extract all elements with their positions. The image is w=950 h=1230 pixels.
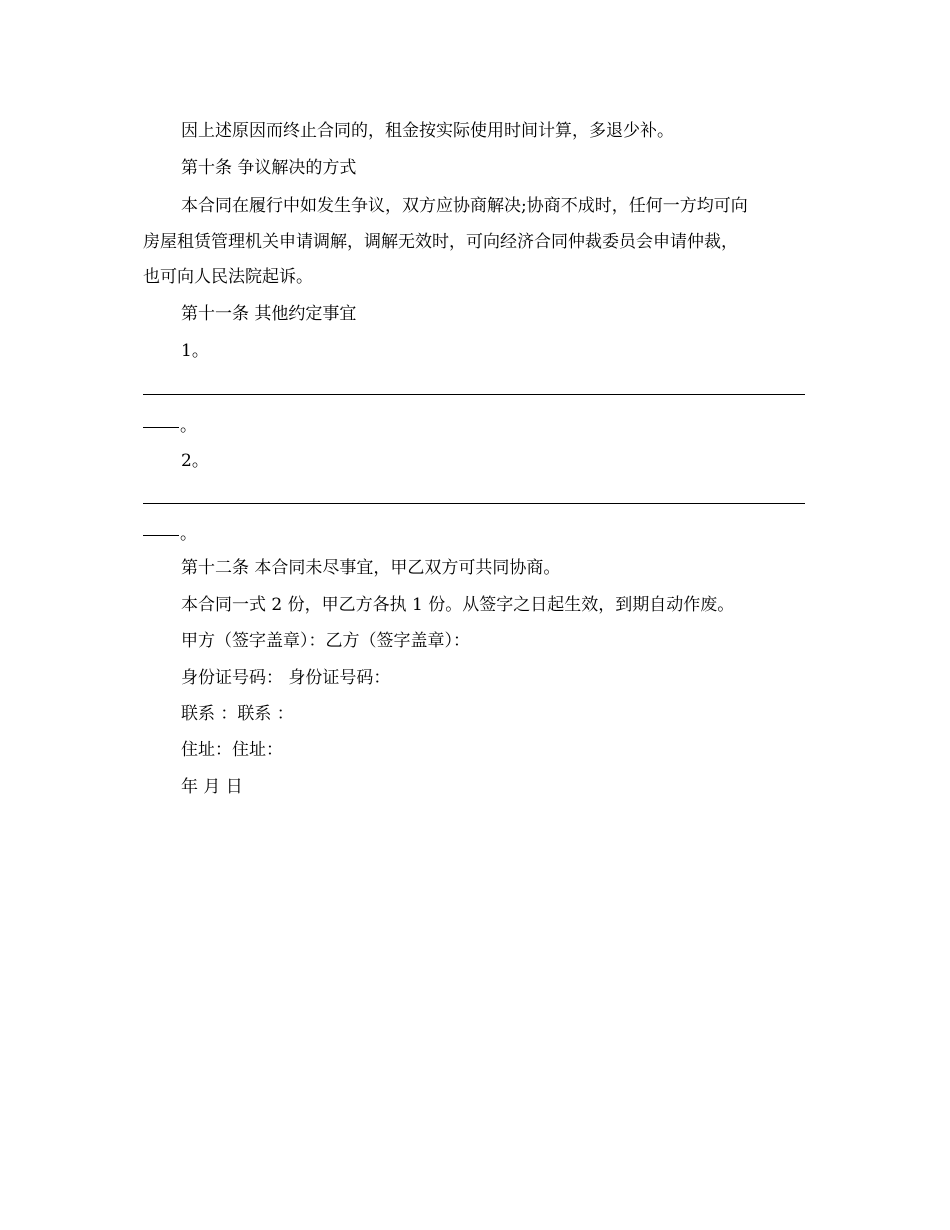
address-line: 住址：住址： [181,740,283,760]
article-10-heading: 第十条 争议解决的方式 [181,158,357,178]
contact-line: 联系 ：联系 ： [181,704,294,724]
item-1-blank-end [143,415,197,437]
item-1-label: 1。 [181,341,209,361]
article-10-text-line-1: 本合同在履行中如发生争议，双方应协商解决;协商不成时，任何一方均可向 [181,196,748,216]
article-12-text: 第十二条 本合同未尽事宜，甲乙双方可共同协商。 [181,558,561,578]
article-10-text-line-2: 房屋租赁管理机关申请调解，调解无效时，可向经济合同仲裁委员会申请仲裁， [143,232,738,252]
signature-line: 甲方（签字盖章）：乙方（签字盖章）： [181,631,470,651]
item-1-short-blank [143,427,179,428]
id-number-line: 身份证号码： 身份证号码： [181,668,391,688]
article-10-text-line-3: 也可向人民法院起诉。 [143,267,313,287]
item-2-short-blank [143,535,179,536]
item-2-blank-end [143,523,197,545]
termination-paragraph: 因上述原因而终止合同的，租金按实际使用时间计算，多退少补。 [181,121,674,141]
article-11-heading: 第十一条 其他约定事宜 [181,304,357,324]
item-2-label: 2。 [181,451,209,471]
item-1-blank-rule [143,394,805,395]
copies-clause: 本合同一式 2 份，甲乙方各执 1 份。从签字之日起生效，到期自动作废。 [181,595,735,615]
item-2-end-mark: 。 [180,524,197,544]
item-1-end-mark: 。 [180,416,197,436]
item-2-blank-rule [143,503,805,504]
date-line: 年 月 日 [181,777,243,797]
